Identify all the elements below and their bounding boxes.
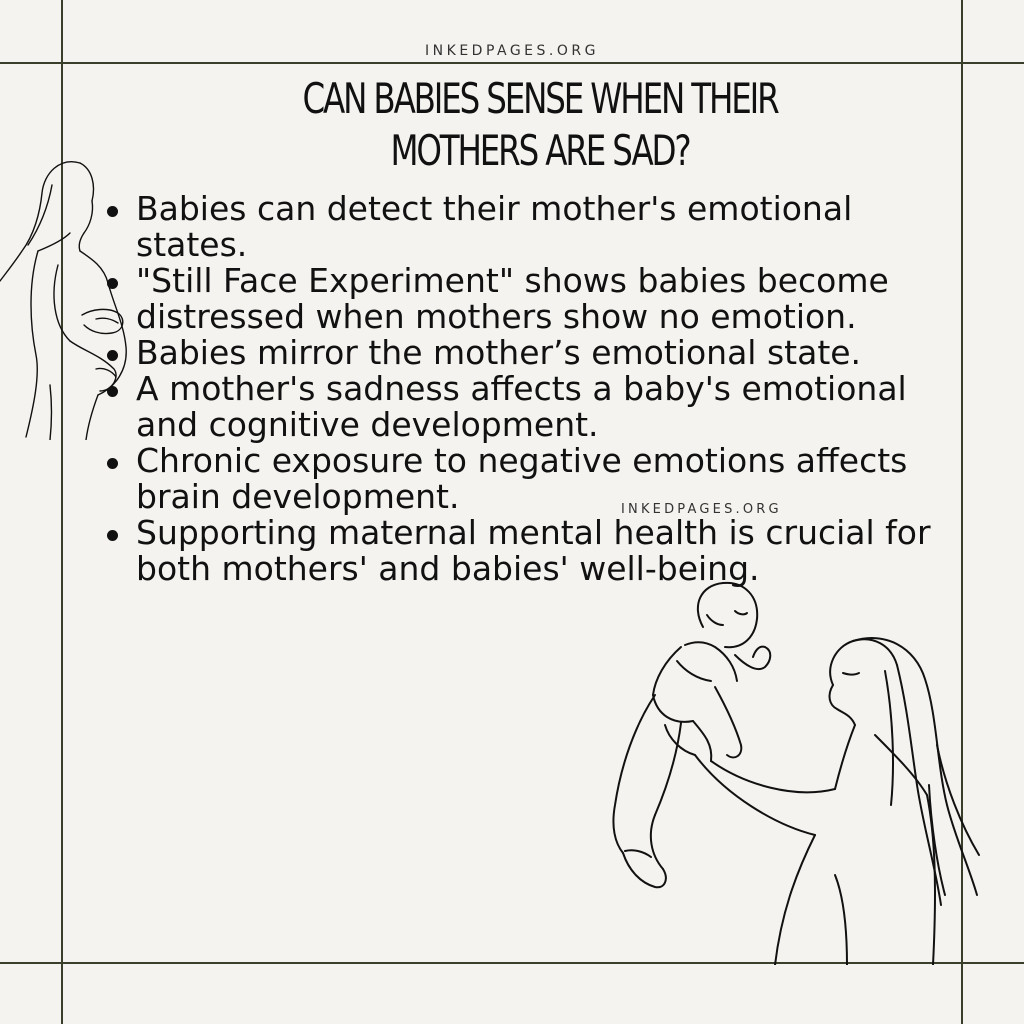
frame-line-bottom xyxy=(0,962,1024,964)
frame-line-top xyxy=(0,62,1024,64)
page-title xyxy=(179,73,901,177)
list-item: Babies can detect their mother's emotional states. xyxy=(100,191,970,263)
list-item: Chronic exposure to negative emotions affects brain development. xyxy=(100,443,970,515)
mother-lifting-baby-illustration xyxy=(585,575,1005,965)
list-item: A mother's sadness affects a baby's emotional and cognitive development. xyxy=(100,371,970,443)
site-label-top: INKEDPAGES.ORG xyxy=(425,43,599,59)
list-item: Babies mirror the mother’s emotional state. xyxy=(100,335,970,371)
site-label-mid: INKEDPAGES.ORG xyxy=(621,502,782,517)
title-line-1: CAN BABIES SENSE WHEN THEIR xyxy=(302,74,778,123)
fact-list xyxy=(100,191,970,587)
frame-line-left xyxy=(61,0,63,1024)
title-line-2: MOTHERS ARE SAD? xyxy=(390,126,690,175)
list-item: Supporting maternal mental health is crucial for both mothers' and babies' well-being. xyxy=(100,515,970,587)
list-item: "Still Face Experiment" shows babies become distressed when mothers show no emotion. xyxy=(100,263,970,335)
